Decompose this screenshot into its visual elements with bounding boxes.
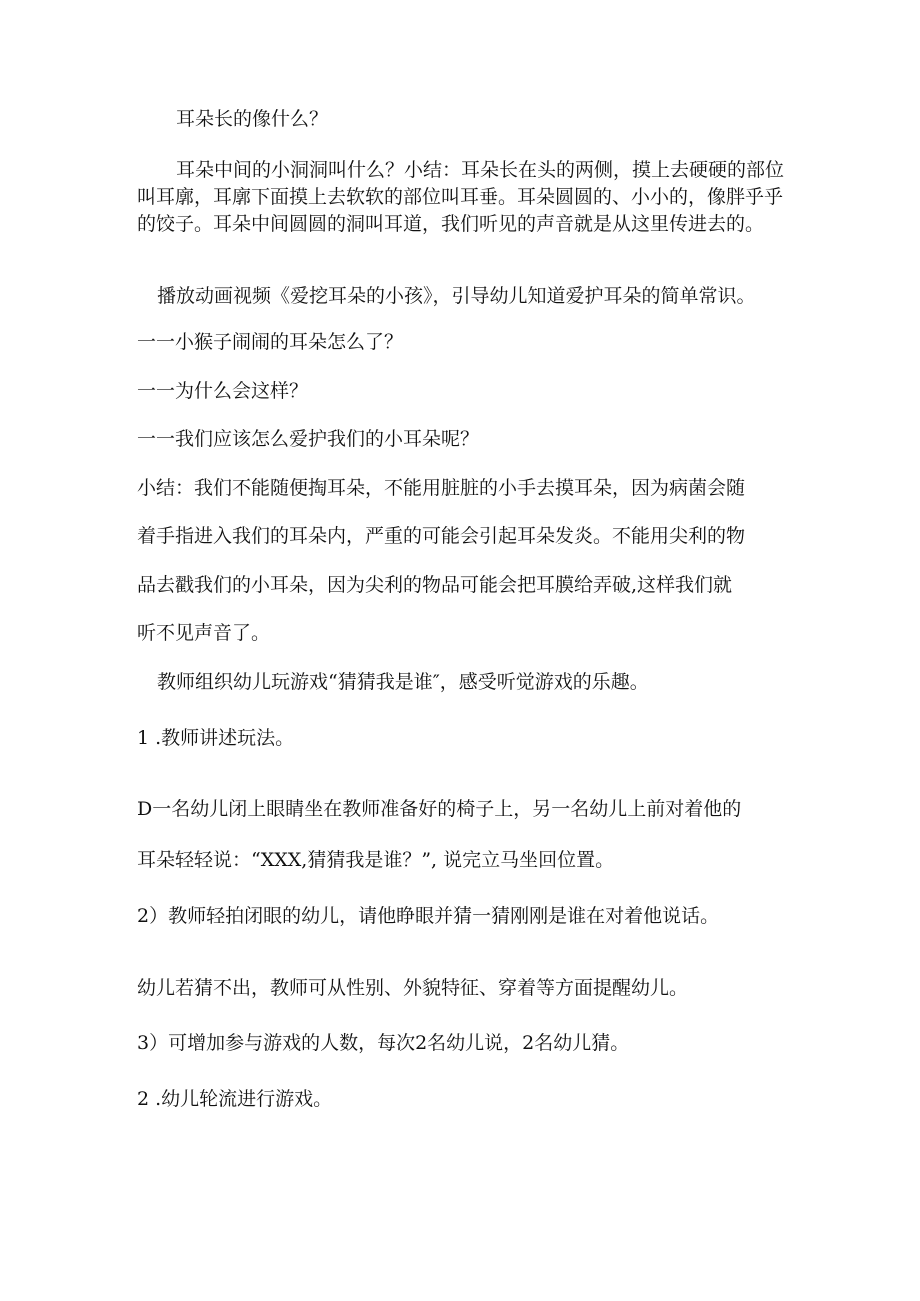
paragraph-play-video: 播放动画视频《爱挖耳朵的小孩》，引导幼儿知道爱护耳朵的简单常识。 (157, 285, 756, 307)
paragraph-rule-2: 2）教师轻拍闭眼的幼儿，请他睁眼并猜一猜刚刚是谁在对着他说话。 (137, 905, 720, 927)
paragraph-ear-summary: 耳朵中间的小洞洞叫什么？小结：耳朵长在头的两侧，摸上去硬硬的部位叫耳廓，耳廓下面摸上去软软的部位叫耳垂。耳朵圆圆的、小小的，像胖乎乎的饺子。耳朵中间圆圆的洞叫耳道，我们听见的声音就是从这里传进去的。 (137, 159, 785, 235)
paragraph-rule-3: 3）可增加参与游戏的人数，每次2名幼儿说，2名幼儿猜。 (137, 1032, 630, 1054)
paragraph-game-intro: 教师组织幼儿玩游戏“猜猜我是谁″，感受听觉游戏的乐趣。 (157, 671, 649, 693)
paragraph-summary-line-1: 小结：我们不能随便掏耳朵，不能用脏脏的小手去摸耳朵，因为病菌会随 (137, 477, 746, 499)
paragraph-hint: 幼儿若猜不出，教师可从性别、外貌特征、穿着等方面提醒幼儿。 (137, 977, 689, 999)
paragraph-step-2: 2 .幼儿轮流进行游戏。 (137, 1088, 333, 1110)
paragraph-question-why: 一一为什么会这样？ (137, 380, 309, 402)
paragraph-summary-line-4: 听不见声音了。 (137, 622, 271, 644)
paragraph-question-ear-shape: 耳朵长的像什么？ (176, 108, 329, 130)
paragraph-summary-line-2: 着手指进入我们的耳朵内，严重的可能会引起耳朵发炎。不能用尖利的物 (137, 525, 746, 547)
paragraph-rule-1-line-1: D一名幼儿闭上眼睛坐在教师准备好的椅子上，另一名幼儿上前对着他的 (137, 798, 742, 820)
paragraph-question-protect: 一一我们应该怎么爱护我们的小耳朵呢？ (137, 428, 480, 450)
paragraph-question-monkey: 一一小猴子闹闹的耳朵怎么了？ (137, 331, 404, 353)
paragraph-rule-1-line-2: 耳朵轻轻说：“XXX,猜猜我是谁？”, 说完立马坐回位置。 (137, 849, 615, 871)
paragraph-step-1: 1 .教师讲述玩法。 (137, 727, 295, 749)
paragraph-summary-line-3: 品去戳我们的小耳朵，因为尖利的物品可能会把耳膜给弄破,这样我们就 (137, 574, 733, 596)
